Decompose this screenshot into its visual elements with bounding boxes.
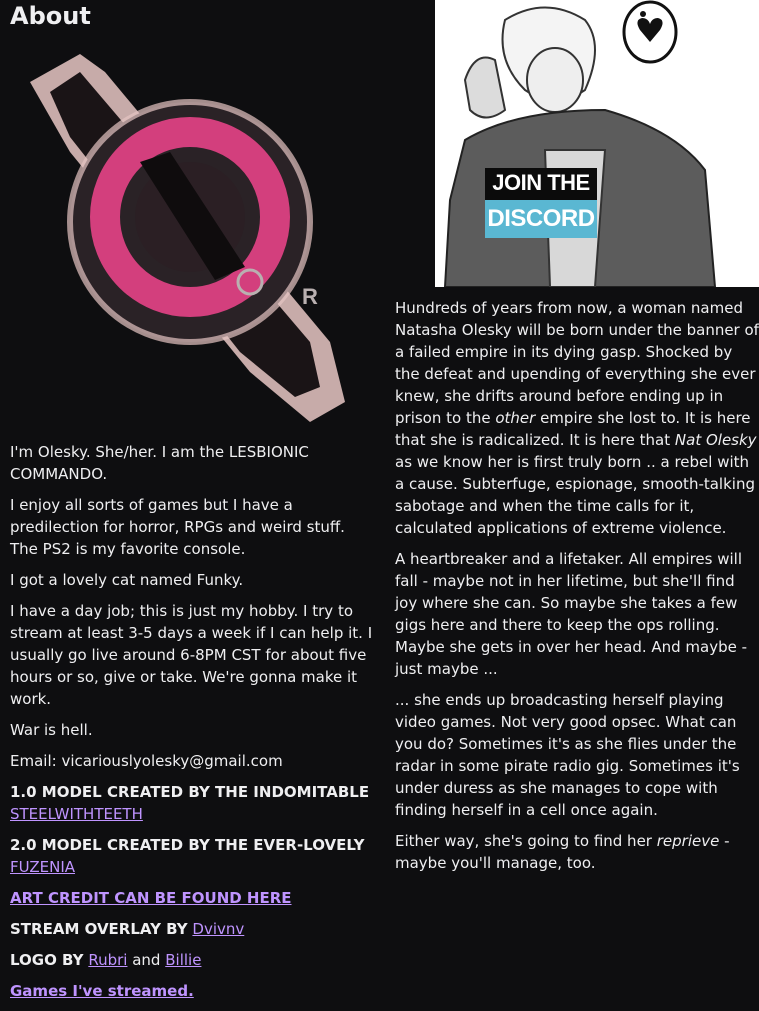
war-paragraph: War is hell. [10, 721, 93, 739]
discord-name-text: DISCORD [485, 200, 597, 238]
model1-link[interactable]: STEELWITHTEETH [10, 805, 143, 823]
model2-link[interactable]: FUZENIA [10, 858, 76, 876]
overlay-link[interactable]: Dvivnv [192, 920, 245, 938]
lore-paragraph-1: Hundreds of years from now, a woman named Natasha Olesky will be born under the banner of a failed empire in its dying gasp. Shocked by the defeat and upending of everything she ever knew, she drifts around before ending up in prison to the other empire she lost to. It is here that she is radicalized. It is here that Nat Olesky as we know her is first truly born .. a rebel with a cause. Subterfuge, espionage, smooth-talking sabotage and when the time calls for it, calculated applications of extreme violence. [395, 299, 759, 537]
cat-paragraph: I got a lovely cat named Funky. [10, 571, 244, 589]
discord-join-text: JOIN THE [485, 168, 597, 200]
discord-tag[interactable] [485, 168, 597, 242]
games-paragraph: I enjoy all sorts of games but I have a predilection for horror, RPGs and weird stuff. The PS2 is my favorite console. [10, 496, 345, 558]
schedule-paragraph: I have a day job; this is just my hobby. I try to stream at least 3-5 days a week if I can help it. I usually go live around 6-8PM CST for about five hours or so, give or take. We're gonna make it work. [10, 602, 373, 708]
svg-text:R: R [302, 284, 318, 309]
art-credit-link[interactable]: ART CREDIT CAN BE FOUND HERE [10, 889, 292, 907]
logo-link-rubri[interactable]: Rubri [88, 951, 128, 969]
logo-and-text: and [132, 951, 161, 969]
model1-label: 1.0 MODEL CREATED BY THE INDOMITABLE [10, 783, 370, 801]
art-credit [10, 887, 376, 909]
model2-credit [10, 834, 376, 878]
right-column [395, 297, 759, 883]
left-column [10, 441, 376, 1011]
overlay-label: STREAM OVERLAY BY [10, 920, 188, 938]
games-streamed-link[interactable]: Games I've streamed. [10, 982, 194, 1000]
overlay-credit [10, 918, 376, 940]
logo-credit [10, 949, 376, 971]
model2-label: 2.0 MODEL CREATED BY THE EVER-LOVELY [10, 836, 365, 854]
lore-paragraph-4: Either way, she's going to find her reprieve - maybe you'll manage, too. [395, 832, 730, 872]
logo-label: LOGO BY [10, 951, 84, 969]
model1-credit [10, 781, 376, 825]
page-title: About [10, 2, 91, 30]
lore-paragraph-3: ... she ends up broadcasting herself playing video games. Not very good opsec. What can you do? Sometimes it's as she flies under the radar in some pirate radio gig. Sometimes it's under duress as she manages to cope with finding herself in a cell once again. [395, 691, 740, 819]
discord-banner-image[interactable] [435, 0, 759, 287]
logo-link-billie[interactable]: Billie [165, 951, 202, 969]
email-paragraph: Email: vicariouslyolesky@gmail.com [10, 752, 283, 770]
games-streamed [10, 980, 376, 1002]
channel-logo-image [10, 42, 366, 432]
intro-paragraph: I'm Olesky. She/her. I am the LESBIONIC COMMANDO. [10, 443, 309, 483]
lore-paragraph-2: A heartbreaker and a lifetaker. All empires will fall - maybe not in her lifetime, but she'll find joy where she can. So maybe she takes a few gigs here and there to keep the ops rolling. Maybe she gets in over her head. And maybe - just maybe ... [395, 550, 748, 678]
